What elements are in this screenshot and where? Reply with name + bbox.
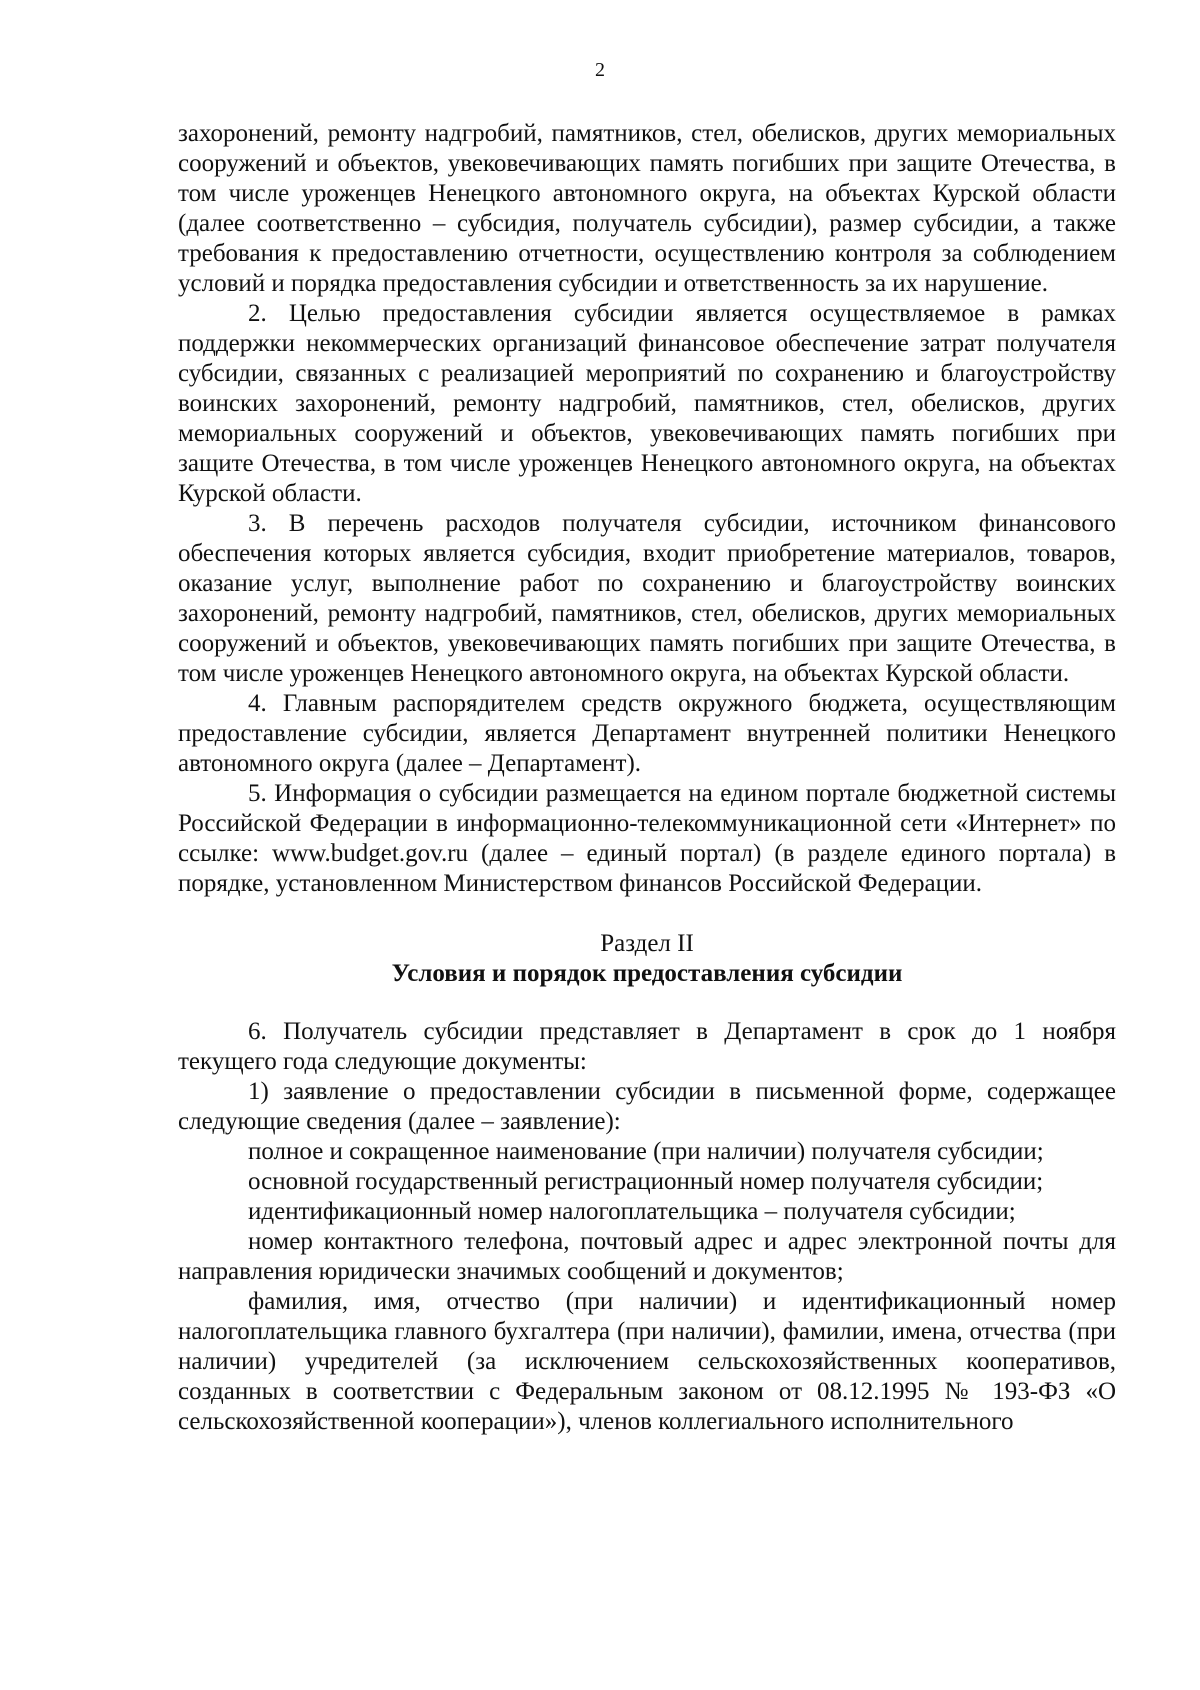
paragraph-2: 2. Целью предоставления субсидии является осуществляемое в рамках поддержки некоммерческих организаций финансовое обеспечение затрат получателя субсидии, связанных с реализацией мероприятий по сохранению и благоустройству воинских захоронений, ремонту надгробий, памятников, стел, обелисков, других мемориальных сооружений и объектов, увековечивающих память погибших при защите Отечества, в том числе уроженцев Ненецкого автономного округа, на объектах Курской области. xyxy=(178,300,1116,507)
section-title: Условия и порядок предоставления субсидии xyxy=(391,960,903,987)
section-body xyxy=(178,1017,1116,1437)
paragraph-4: 4. Главным распорядителем средств окружного бюджета, осуществляющим предоставление субсидии, является Департамент внутренней политики Ненецкого автономного округа (далее – Департамент). xyxy=(178,690,1116,777)
paragraph-5: 5. Информация о субсидии размещается на едином портале бюджетной системы Российской Федерации в информационно-телекоммуникационной сети «Интернет» по ссылке: www.budget.gov.ru (далее – единый портал) (в разделе единого портала) в порядке, установленном Министерством финансов Российской Федерации. xyxy=(178,780,1116,897)
paragraph-6-item-1-line-3: идентификационный номер налогоплательщика – получателя субсидии; xyxy=(248,1198,1016,1225)
paragraph-1-continuation: захоронений, ремонту надгробий, памятников, стел, обелисков, других мемориальных сооружений и объектов, увековечивающих память погибших при защите Отечества, в том числе уроженцев Ненецкого автономного округа, на объектах Курской области (далее соответственно – субсидия, получатель субсидии), размер субсидии, а также требования к предоставлению отчетности, осуществлению контроля за соблюдением условий и порядка предоставления субсидии и ответственность за их нарушение. xyxy=(178,120,1116,297)
section-number: Раздел II xyxy=(600,930,694,957)
paragraph-6-item-1-line-1: полное и сокращенное наименование (при наличии) получателя субсидии; xyxy=(248,1138,1044,1165)
paragraph-6-item-1-line-5: фамилия, имя, отчество (при наличии) и идентификационный номер налогоплательщика главного бухгалтера (при наличии), фамилии, имена, отчества (при наличии) учредителей (за исключением сельскохозяйственных кооперативов, созданных в соответствии с Федеральным законом от 08.12.1995 № 193-ФЗ «О сельскохозяйственной кооперации»), членов коллегиального исполнительного xyxy=(178,1288,1116,1435)
section-heading xyxy=(178,929,1116,989)
paragraph-6-item-1-line-4: номер контактного телефона, почтовый адрес и адрес электронной почты для направления юридически значимых сообщений и документов; xyxy=(178,1228,1116,1285)
page-number: 2 xyxy=(595,59,605,81)
paragraph-6-item-1: 1) заявление о предоставлении субсидии в письменной форме, содержащее следующие сведения (далее – заявление): xyxy=(178,1078,1116,1135)
paragraph-3: 3. В перечень расходов получателя субсидии, источником финансового обеспечения которых является субсидия, входит приобретение материалов, товаров, оказание услуг, выполнение работ по сохранению и благоустройству воинских захоронений, ремонту надгробий, памятников, стел, обелисков, других мемориальных сооружений и объектов, увековечивающих память погибших при защите Отечества, в том числе уроженцев Ненецкого автономного округа, на объектах Курской области. xyxy=(178,510,1116,687)
paragraph-6-item-1-line-2: основной государственный регистрационный номер получателя субсидии; xyxy=(248,1168,1044,1195)
document-body xyxy=(178,119,1116,1437)
paragraph-6: 6. Получатель субсидии представляет в Департамент в срок до 1 ноября текущего года следующие документы: xyxy=(178,1018,1116,1075)
